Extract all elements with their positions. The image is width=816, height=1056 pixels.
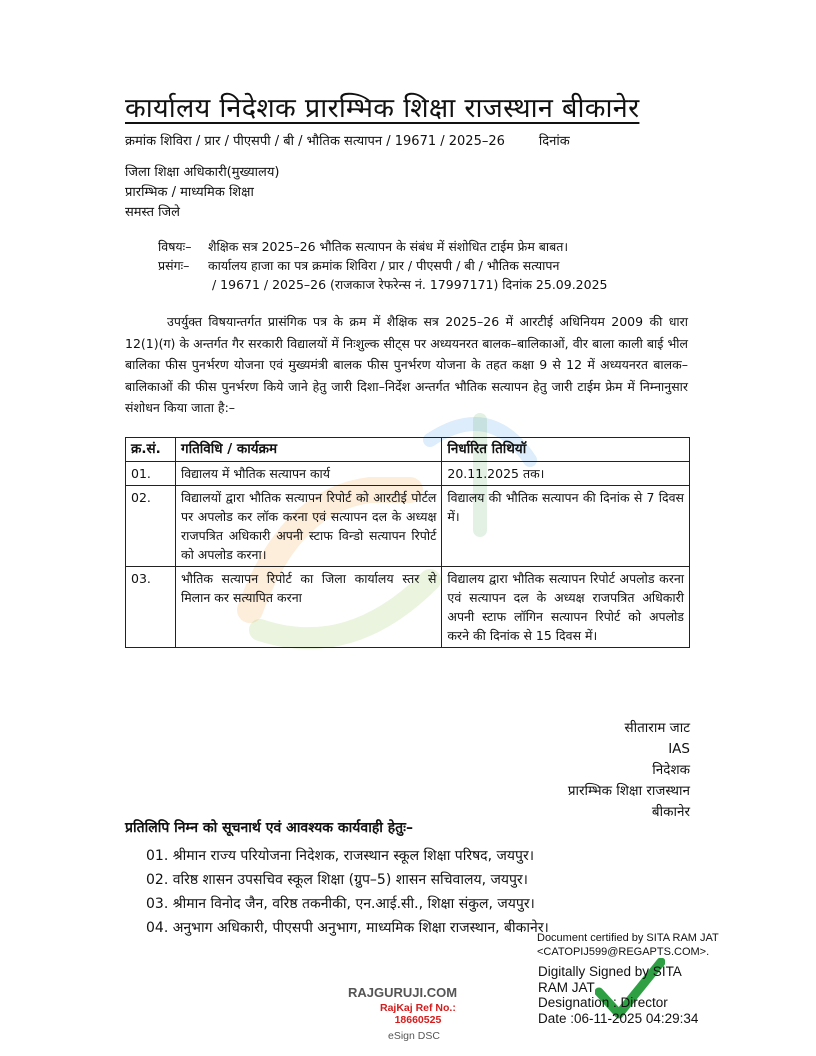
table-row: [126, 462, 690, 486]
certification-stamp: [537, 931, 719, 959]
copy-to-item-4: 04. अनुभाग अधिकारी, पीएसपी अनुभाग, माध्यमिक शिक्षा राजस्थान, बीकानेर।: [146, 920, 549, 936]
rajkaj-ref: [380, 1002, 456, 1026]
certified-line-1: Document certified by SITA RAM JAT: [537, 932, 719, 944]
signed-by-line-1: Digitally Signed by SITA: [538, 964, 682, 979]
reference-number: क्रमांक शिविरा / प्रार / पीएसपी / बी / भौतिक सत्यापन / 19671 / 2025–26: [125, 134, 505, 149]
row-1-serial: 01.: [126, 462, 176, 486]
signed-by-line-2: RAM JAT: [538, 979, 595, 995]
context-line: [158, 256, 559, 275]
row-2-date: विद्यालय की भौतिक सत्यापन की दिनांक से 7 दिवस में।: [442, 486, 690, 567]
subject-text: शैक्षिक सत्र 2025–26 भौतिक सत्यापन के संबंध में संशोधित टाईम फ्रेम बाबत।: [208, 239, 569, 254]
date-label: दिनांक: [538, 134, 570, 149]
addressee-line-3: समस्त जिले: [125, 205, 180, 220]
rajkaj-ref-label: RajKaj Ref No.:: [380, 1002, 456, 1014]
certified-line-2: <CATOPIJ599@REGAPTS.COM>.: [537, 946, 710, 958]
addressee-line-1: जिला शिक्षा अधिकारी(मुख्यालय): [125, 165, 280, 180]
copy-to-item-1: 01. श्रीमान राज्य परियोजना निदेशक, राजस्थान स्कूल शिक्षा परिषद, जयपुर।: [146, 848, 535, 864]
row-3-date: विद्यालय द्वारा भौतिक सत्यापन रिपोर्ट अपलोड करना एवं सत्यापन दल के अध्यक्ष राजपत्रित अधिकारी अपनी स्टाफ लॉगिन सत्यापन रिपोर्ट को अपलोड करने की दिनांक से 15 दिवस में।: [442, 567, 690, 648]
header-serial: क्र.सं.: [126, 438, 176, 462]
row-3-serial: 03.: [126, 567, 176, 648]
signatory-service: IAS: [668, 741, 690, 757]
signer-designation: Designation : Director: [538, 995, 668, 1010]
body-paragraph: उपर्युक्त विषयान्तर्गत प्रासंगिक पत्र के क्रम में शैक्षिक सत्र 2025–26 में आरटीई अधिनियम 2009 की धारा 12(1)(ग) के अन्तर्गत गैर सरकारी विद्यालयों में निःशुल्क सीट्स पर अध्ययनरत बालक–बालिकाओं, वीर बाला काली बाई भील बालिका फीस पुनर्भरण योजना एवं मुख्यमंत्री बालक फीस पुनर्भरण योजना के तहत कक्षा 9 से 12 में अध्ययनरत बालक–बालिकाओं की फीस पुनर्भरण किये जाने हेतु जारी दिशा–निर्देश अन्तर्गत भौतिक सत्यापन हेतु जारी टाईम फ्रेम में निम्नानुसार संशोधन किया जाता है:–: [125, 314, 688, 415]
website-label: RAJGURUJI.COM: [348, 985, 458, 1000]
esign-label: eSign DSC: [388, 1030, 440, 1042]
context-label: प्रसंगः–: [158, 258, 190, 273]
row-1-activity: विद्यालय में भौतिक सत्यापन कार्य: [175, 462, 441, 486]
rajkaj-ref-number: 18660525: [394, 1014, 442, 1026]
row-3-activity: भौतिक सत्यापन रिपोर्ट का जिला कार्यालय स्तर से मिलान कर सत्यापित करना: [175, 567, 441, 648]
table-row: [126, 486, 690, 567]
context-text-2: / 19671 / 2025–26 (राजकाज रेफरेन्स नं. 17997171) दिनांक 25.09.2025: [212, 277, 608, 292]
reference-line: [125, 131, 570, 149]
copy-to-item-3: 03. श्रीमान विनोद जैन, वरिष्ठ तकनीकी, एन.आई.सी., शिक्षा संकुल, जयपुर।: [146, 896, 535, 912]
schedule-table: [125, 437, 690, 648]
header-activity: गतिविधि / कार्यक्रम: [175, 438, 441, 462]
signatory-department: प्रारम्भिक शिक्षा राजस्थान: [567, 783, 690, 799]
context-text-1: कार्यालय हाजा का पत्र क्रमांक शिविरा / प्रार / पीएसपी / बी / भौतिक सत्यापन: [208, 258, 560, 273]
copy-to-heading: प्रतिलिपि निम्न को सूचनार्थ एवं आवश्यक कार्यवाही हेतुः–: [125, 820, 413, 836]
row-2-serial: 02.: [126, 486, 176, 567]
subject-label: विषयः–: [158, 239, 192, 254]
subject-line: [158, 237, 568, 256]
table-row: [126, 567, 690, 648]
row-2-activity: विद्यालयों द्वारा भौतिक सत्यापन रिपोर्ट को आरटीई पोर्टल पर अपलोड कर लॉक करना एवं सत्यापन दल के अध्यक्ष राजपत्रित अधिकारी अपनी स्टाफ विन्डो सत्यापन रिपोर्ट को अपलोड करना।: [175, 486, 441, 567]
office-title: कार्यालय निदेशक प्रारम्भिक शिक्षा राजस्थान बीकानेर: [125, 93, 640, 124]
table-header-row: [126, 438, 690, 462]
signature-date: Date :06-11-2025 04:29:34: [538, 1010, 699, 1026]
copy-to-item-2: 02. वरिष्ठ शासन उपसचिव स्कूल शिक्षा (ग्रुप–5) शासन सचिवालय, जयपुर।: [146, 872, 528, 888]
signatory-name: सीताराम जाट: [624, 720, 690, 736]
signatory-designation: निदेशक: [652, 762, 690, 778]
addressee-line-2: प्रारम्भिक / माध्यमिक शिक्षा: [125, 185, 254, 200]
header-dates: निर्धारित तिथियॉ: [442, 438, 690, 462]
signatory-city: बीकानेर: [651, 804, 690, 820]
row-1-date: 20.11.2025 तक।: [442, 462, 690, 486]
digital-signature-block: [538, 964, 698, 1026]
